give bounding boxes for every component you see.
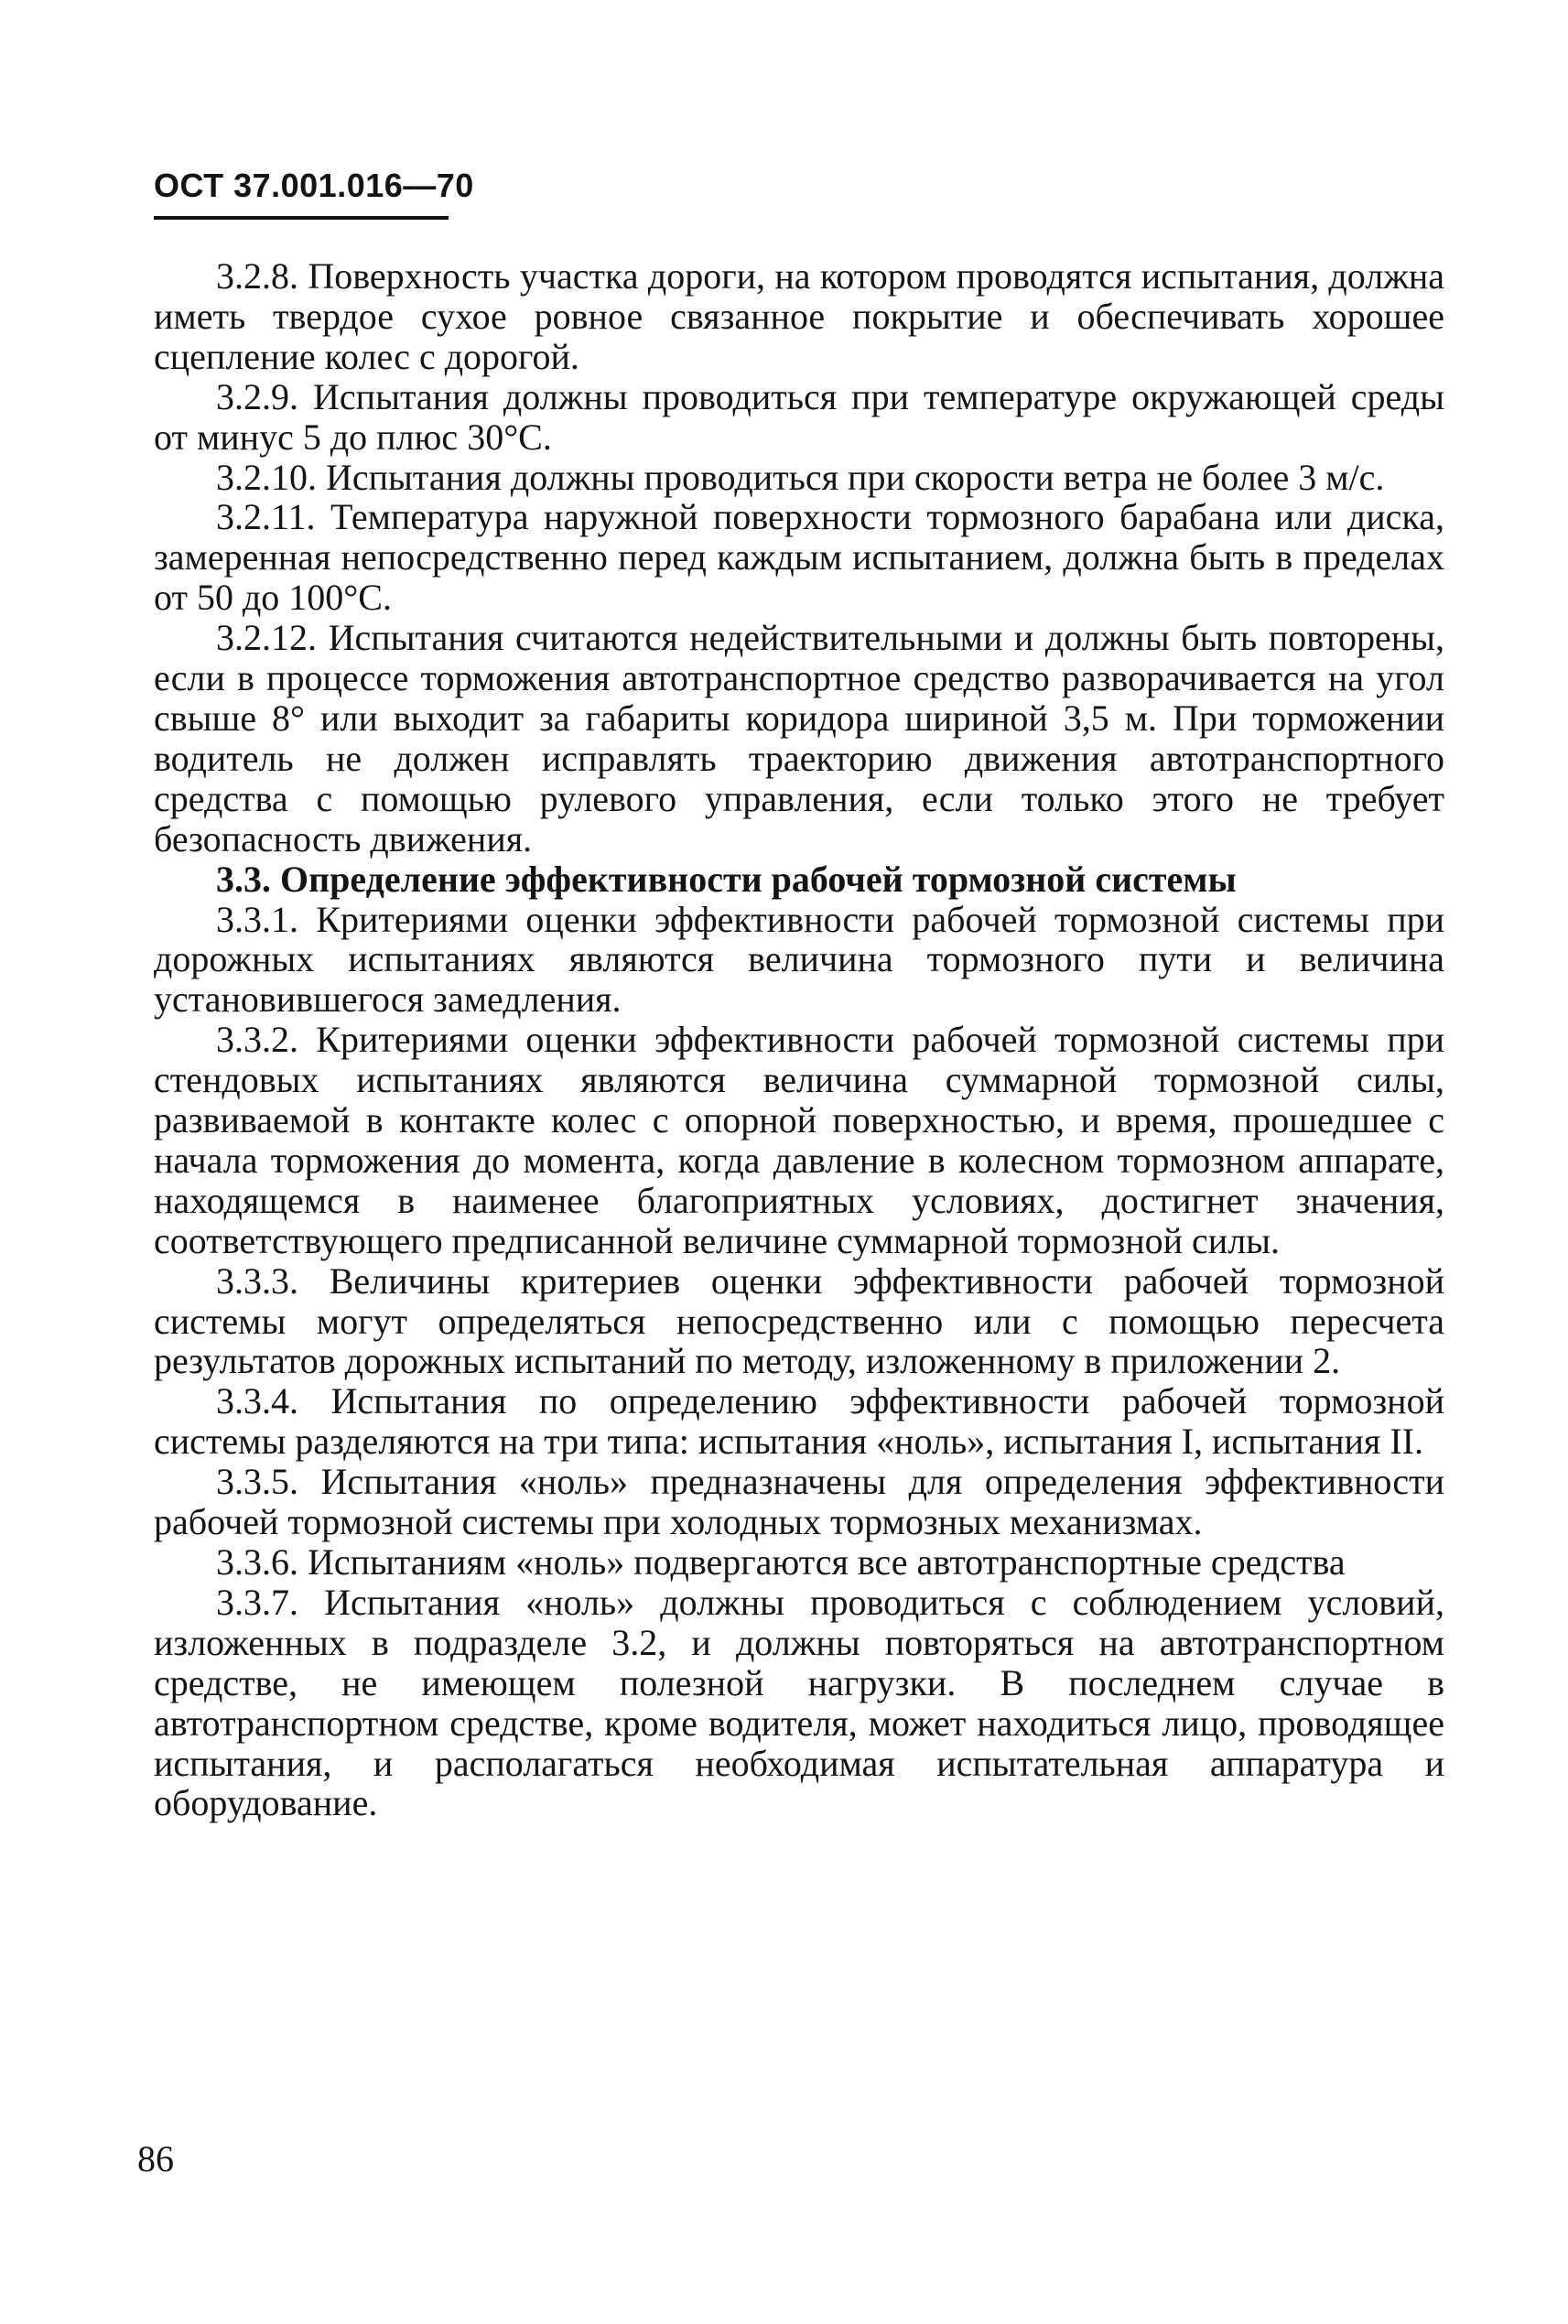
paragraph-3-3-4: 3.3.4. Испытания по определению эффективности рабочей тормозной системы разделяются на три типа: испытания «ноль», испытания I, испытания II. bbox=[154, 1380, 1444, 1463]
paragraph-3-3-5: 3.3.5. Испытания «ноль» предназначены для определения эффективности рабочей тормозной системы при холодных тормозных механизмах. bbox=[154, 1461, 1444, 1543]
paragraph-3-2-12: 3.2.12. Испытания считаются недействительными и должны быть повторены, если в процессе торможения автотранспортное средство разворачивается на угол свыше 8° или выходит за габариты коридора шириной 3,5 м. При торможении водитель не должен исправлять траекторию движения автотранспортного средства с помощью рулевого управления, если только этого не требует безопасность движения. bbox=[154, 617, 1444, 859]
paragraph-3-2-9: 3.2.9. Испытания должны проводиться при температуре окружающей среды от минус 5 до плюс 30°С. bbox=[154, 375, 1444, 458]
document-code-header: ОСТ 37.001.016—70 bbox=[154, 167, 474, 204]
paragraph-3-2-8: 3.2.8. Поверхность участка дороги, на котором проводятся испытания, должна иметь твердое сухое ровное связанное покрытие и обеспечивать хорошее сцепление колес с дорогой. bbox=[154, 255, 1444, 377]
page-number: 86 bbox=[137, 2138, 174, 2179]
paragraph-3-3-1: 3.3.1. Критериями оценки эффективности рабочей тормозной системы при дорожных испытаниях являются величина тормозного пути и величина установившегося замедления. bbox=[154, 898, 1444, 1021]
header-rule bbox=[154, 216, 449, 220]
paragraph-3-3-2: 3.3.2. Критериями оценки эффективности рабочей тормозной системы при стендовых испытаниях являются величина суммарной тормозной силы, развиваемой в контакте колес с опорной поверхностью, и время, прошедшее с начала торможения до момента, когда давление в колесном тормозном аппарате, находящемся в наименее благоприятных условиях, достигнет значения, соответствующего предписанной величине суммарной тормозной силы. bbox=[154, 1019, 1444, 1261]
body-text bbox=[154, 256, 1444, 1823]
paragraph-3-3-3: 3.3.3. Величины критериев оценки эффективности рабочей тормозной системы могут определяться непосредственно или с помощью пересчета результатов дорожных испытаний по методу, изложенному в приложении 2. bbox=[154, 1259, 1444, 1382]
paragraph-3-3-6: 3.3.6. Испытаниям «ноль» подвергаются все автотранспортные средства bbox=[216, 1541, 1346, 1583]
section-heading-3-3: 3.3. Определение эффективности рабочей тормозной системы bbox=[216, 858, 1237, 900]
paragraph-3-2-11: 3.2.11. Температура наружной поверхности тормозного барабана или диска, замеренная непосредственно перед каждым испытанием, должна быть в пределах от 50 до 100°С. bbox=[154, 496, 1444, 619]
paragraph-3-3-7: 3.3.7. Испытания «ноль» должны проводиться с соблюдением условий, изложенных в подразделе 3.2, и должны повторяться на автотранспортном средстве, не имеющем полезной нагрузки. В последнем случае в автотранспортном средстве, кроме водителя, может находиться лицо, проводящее испытания, и располагаться необходимая испытательная аппаратура и оборудование. bbox=[154, 1581, 1444, 1824]
paragraph-3-2-10: 3.2.10. Испытания должны проводиться при скорости ветра не более 3 м/с. bbox=[216, 456, 1385, 498]
